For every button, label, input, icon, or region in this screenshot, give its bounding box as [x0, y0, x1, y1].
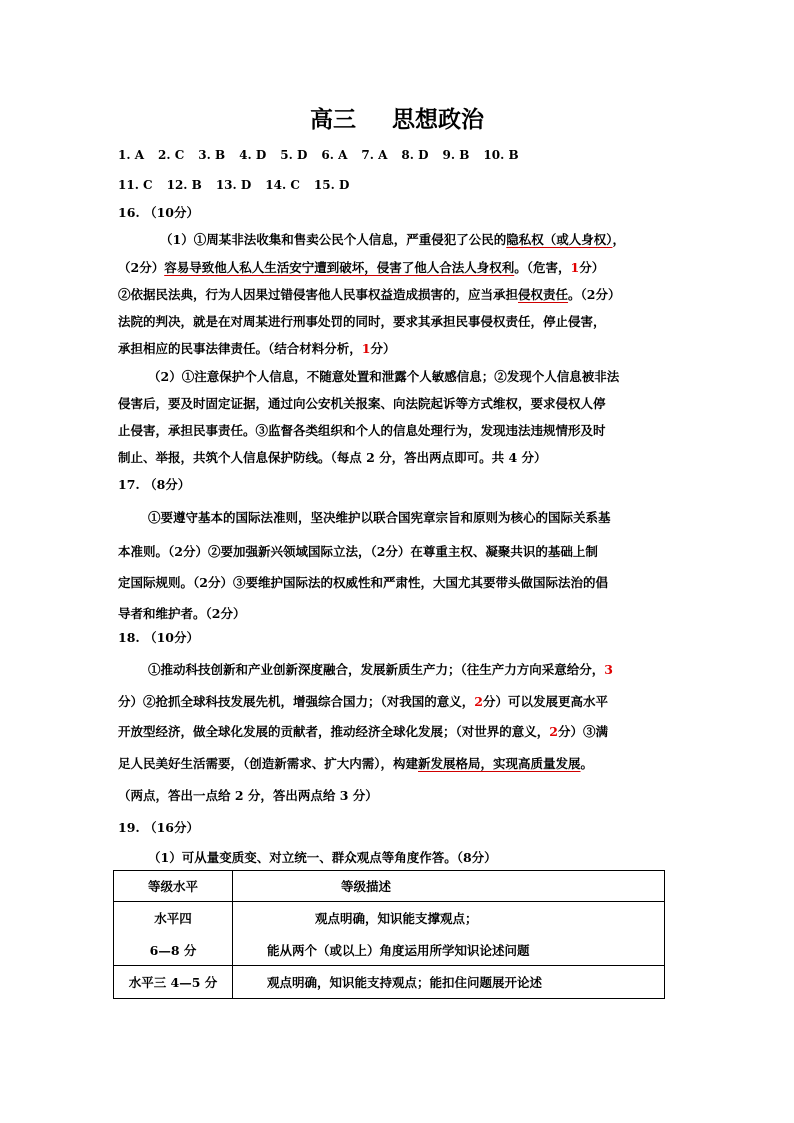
answer-item: 4. D	[239, 148, 267, 162]
q16-line-3: ②依据民法典，行为人因果过错侵害他人民事权益造成损害的，应当承担侵权责任。（2分）	[118, 287, 621, 302]
answer-item: 1. A	[118, 148, 145, 162]
q18-line-1: ①推动科技创新和产业创新深度融合，发展新质生产力；（往生产力方向采意给分，3	[148, 662, 613, 677]
q17-line-1: ①要遵守基本的国际法准则，坚决维护以联合国宪章宗旨和原则为核心的国际关系基	[148, 510, 611, 525]
q17-line-4: 导者和维护者。（2分）	[118, 606, 246, 621]
answer-item: 13. D	[215, 178, 252, 192]
table-cell-desc-3: 观点明确，知识能支持观点；能扣住问题展开论述	[233, 966, 665, 999]
table-cell-desc-4: 观点明确，知识能支撑观点； 能从两个（或以上）角度运用所学知识论述问题	[233, 902, 665, 966]
answer-row-2	[118, 178, 363, 192]
answer-item: 6. A	[321, 148, 348, 162]
q18-line-3: 开放型经济，做全球化发展的贡献者，推动经济全球化发展；（对世界的意义，2分）③满	[118, 724, 608, 739]
answer-item: 12. B	[166, 178, 202, 192]
q16-line-4: 法院的判决，就是在对周某进行刑事处罚的同时，要求其承担民事侵权责任，停止侵害，	[118, 314, 606, 329]
q18-line-4: 足人民美好生活需要，（创造新需求、扩大内需），构建新发展格局，实现高质量发展。	[118, 756, 594, 771]
q16-line-2: （2分）容易导致他人私人生活安宁遭到破坏，侵害了他人合法人身权利。（危害，1分）	[118, 260, 605, 275]
answer-item: 15. D	[313, 178, 350, 192]
answer-item: 3. B	[198, 148, 226, 162]
table-cell-level-4: 水平四 6—8 分	[114, 902, 233, 966]
q16-line-1: （1）①周某非法收集和售卖公民个人信息，严重侵犯了公民的隐私权（或人身权），	[160, 232, 625, 247]
answer-item: 5. D	[280, 148, 308, 162]
q16-line-9: 制止、举报，共筑个人信息保护防线。（每点 2 分，答出两点即可。共 4 分）	[118, 450, 547, 465]
answer-item: 14. C	[265, 178, 300, 192]
table-header-desc: 等级描述	[233, 871, 665, 902]
table-cell-level-3: 水平三 4—5 分	[114, 966, 233, 999]
q16-line-7: 侵害后，要及时固定证据，通过向公安机关报案、向法院起诉等方式维权，要求侵权人停	[118, 396, 606, 411]
answer-item: 7. A	[361, 148, 388, 162]
q17-line-2: 本准则。（2分）②要加强新兴领域国际立法，（2分）在尊重主权、凝聚共识的基础上制	[118, 544, 598, 559]
title-grade: 高三	[309, 107, 356, 133]
answer-item: 11. C	[118, 178, 153, 192]
table-header-level: 等级水平	[114, 871, 233, 902]
answer-item: 9. B	[442, 148, 470, 162]
answer-item: 2. C	[158, 148, 185, 162]
q18-line-5: （两点，答出一点给 2 分，答出两点给 3 分）	[118, 788, 378, 803]
answer-row-1	[118, 148, 533, 162]
q19-header: 19. （16分）	[118, 820, 199, 835]
q19-line-1: （1）可从量变质变、对立统一、群众观点等角度作答。（8分）	[148, 850, 497, 865]
q16-line-8: 止侵害，承担民事责任。③监督各类组织和个人的信息处理行为，发现违法违规情形及时	[118, 423, 606, 438]
answer-item: 8. D	[401, 148, 429, 162]
page-title	[0, 101, 794, 134]
q16-header: 16. （10分）	[118, 205, 199, 220]
title-subject: 思想政治	[392, 107, 484, 133]
q16-line-5: 承担相应的民事法律责任。（结合材料分析，1分）	[118, 341, 396, 356]
answer-item: 10. B	[483, 148, 519, 162]
grading-table	[113, 870, 665, 999]
q18-header: 18. （10分）	[118, 630, 199, 645]
q16-line-6: （2）①注意保护个人信息，不随意处置和泄露个人敏感信息；②发现个人信息被非法	[148, 369, 620, 384]
q18-line-2: 分）②抢抓全球科技发展先机，增强综合国力；（对我国的意义，2分）可以发展更高水平	[118, 694, 608, 709]
q17-header: 17. （8分）	[118, 477, 191, 492]
q17-line-3: 定国际规则。（2分）③要维护国际法的权威性和严肃性，大国尤其要带头做国际法治的倡	[118, 575, 608, 590]
